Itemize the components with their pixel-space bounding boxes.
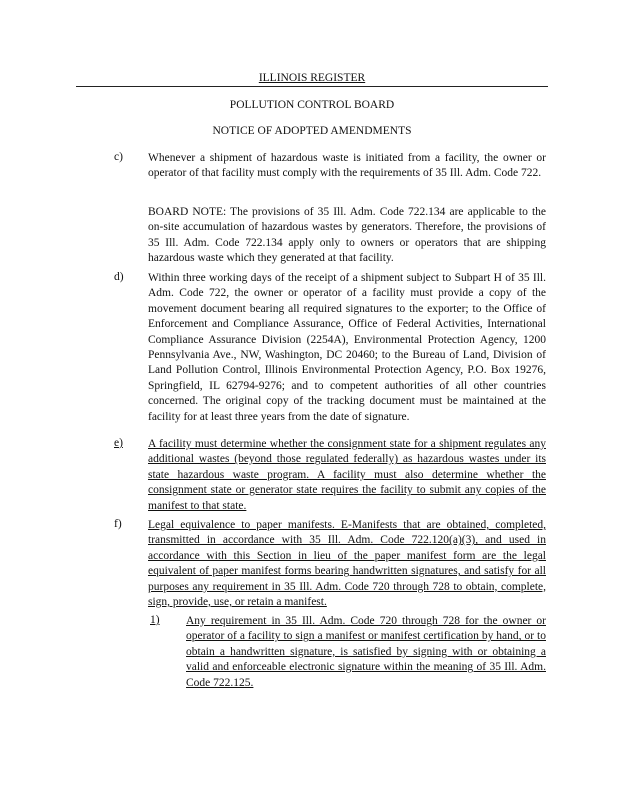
section-c-label: c) [114,151,123,163]
section-d-text: Within three working days of the receipt of a shipment subject to Subpart H of 35 Ill. Adm. Code 722, the owner or operator of a facility must provide a copy of the movement document bearing all required signatures to the exporter; to the Office of Enforcement and Compliance Assurance, Office of Federal Activities, International Compliance Assurance Division (2254A), Environmental Protection Agency, 1200 Pennsylvania Ave., NW, Washington, DC 20460; to the Bureau of Land, Division of Land Pollution Control, Illinois Environmental Protection Agency, P.O. Box 19276, Springfield, IL 62794-9276; and to competent authorities of all other countries concerned. The original copy of the tracking document must be maintained at the facility for at least three years from the date of signature. [148,272,546,423]
section-f1-label: 1) [150,614,160,626]
header-rule [76,86,548,87]
register-title: ILLINOIS REGISTER [258,72,366,84]
section-f1-text: Any requirement in 35 Ill. Adm. Code 720 through 728 for the owner or operator of a facility to sign a manifest or manifest certification by hand, or to obtain a handwritten signature, is satisfied by signing with or obtaining a valid and enforceable electronic signature within the meaning of 35 Ill. Adm. Code 722.125. [186,615,546,689]
board-name: POLLUTION CONTROL BOARD [229,99,395,111]
notice-title: NOTICE OF ADOPTED AMENDMENTS [212,125,412,137]
section-e-text: A facility must determine whether the consignment state for a shipment regulates any additional wastes (beyond those regulated federally) as hazardous wastes under its state hazardous waste program. A facility must also determine whether the consignment state or generator state requires the facility to submit any copies of the manifest to that state. [148,438,546,512]
section-e-label: e) [114,437,123,449]
section-d-label: d) [114,271,124,283]
section-f-text: Legal equivalence to paper manifests. E-Manifests that are obtained, completed, transmitted in accordance with 35 Ill. Adm. Code 722.120(a)(3), and used in accordance with this Section in lieu of the paper manifest form are the legal equivalent of paper manifest forms bearing handwritten signatures, and satisfy for all purposes any requirement in 35 Ill. Adm. Code 720 through 728 to obtain, complete, sign, provide, use, or retain a manifest. [148,519,546,609]
section-f-label: f) [114,518,122,530]
board-note-text: BOARD NOTE: The provisions of 35 Ill. Adm. Code 722.134 are applicable to the on-site accumulation of hazardous wastes by generators. Therefore, the provisions of 35 Ill. Adm. Code 722.134 apply only to owners or operators that are shipping hazardous waste which they generated at that facility. [148,206,546,265]
section-c-text: Whenever a shipment of hazardous waste is initiated from a facility, the owner or operator of that facility must comply with the requirements of 35 Ill. Adm. Code 722. [148,152,546,180]
